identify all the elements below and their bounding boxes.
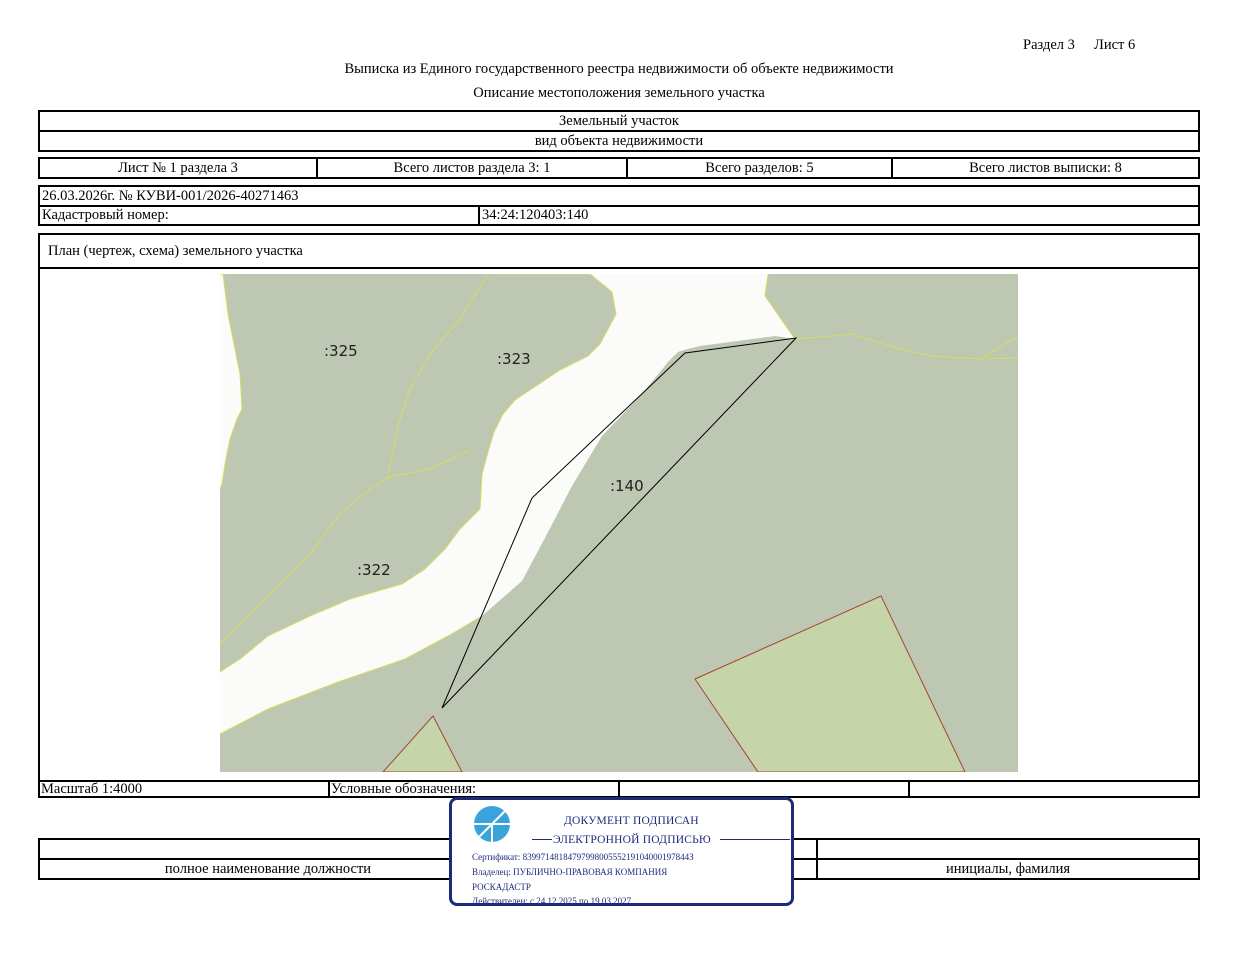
- plan-map: [220, 274, 1018, 772]
- cadastral-value: 34:24:120403:140: [482, 207, 589, 223]
- parcel-label-322: :322: [357, 561, 391, 579]
- record-table: [38, 185, 1200, 226]
- position-caption: полное наименование должности: [164, 861, 372, 877]
- stamp-owner-2: РОСКАДАСТР: [472, 882, 531, 892]
- parcel-label-323: :323: [497, 350, 531, 368]
- object-kind-caption: вид объекта недвижимости: [534, 133, 704, 149]
- stamp-divider-left: [532, 839, 552, 840]
- total-sections: Всего разделов: 5: [705, 160, 814, 176]
- total-sheets-section: Всего листов раздела 3: 1: [393, 160, 551, 176]
- scale-label: Масштаб 1:4000: [41, 781, 143, 797]
- stamp-line1: ДОКУМЕНТ ПОДПИСАН: [564, 815, 699, 827]
- electronic-signature-stamp: [449, 797, 794, 906]
- stamp-owner: Владелец: ПУБЛИЧНО-ПРАВОВАЯ КОМПАНИЯ: [472, 867, 668, 877]
- legend-label: Условные обозначения:: [331, 781, 477, 797]
- rosreestr-logo-icon: [472, 804, 512, 844]
- cadastral-label: Кадастровый номер:: [42, 207, 169, 223]
- section-label: Раздел 3: [1023, 37, 1075, 53]
- stamp-certificate: Сертификат: 8399714818479799800555219104000197844З: [472, 852, 694, 862]
- sheets-table: [38, 157, 1200, 179]
- object-kind-table: [38, 110, 1200, 152]
- stamp-line2: ЭЛЕКТРОННОЙ ПОДПИСЬЮ: [553, 834, 711, 846]
- plan-heading: План (чертеж, схема) земельного участка: [48, 243, 303, 259]
- stamp-divider-right: [720, 839, 790, 840]
- total-sheets-extract: Всего листов выписки: 8: [969, 160, 1122, 176]
- name-caption: инициалы, фамилия: [945, 861, 1071, 877]
- document-subtitle: Описание местоположения земельного участка: [473, 85, 765, 101]
- parcel-label-325: :325: [324, 342, 358, 360]
- stamp-valid: Действителен: с 24.12.2025 по 19.03.2027: [472, 896, 632, 906]
- parcel-label-140: :140: [610, 477, 644, 495]
- document-title: Выписка из Единого государственного реестра недвижимости об объекте недвижимости: [344, 61, 894, 77]
- date-number: 26.03.2026г. № КУВИ-001/2026-40271463: [42, 188, 299, 204]
- sheet-of-section: Лист № 1 раздела 3: [118, 160, 238, 176]
- object-kind-value: Земельный участок: [559, 113, 679, 129]
- sheet-label: Лист 6: [1094, 37, 1136, 53]
